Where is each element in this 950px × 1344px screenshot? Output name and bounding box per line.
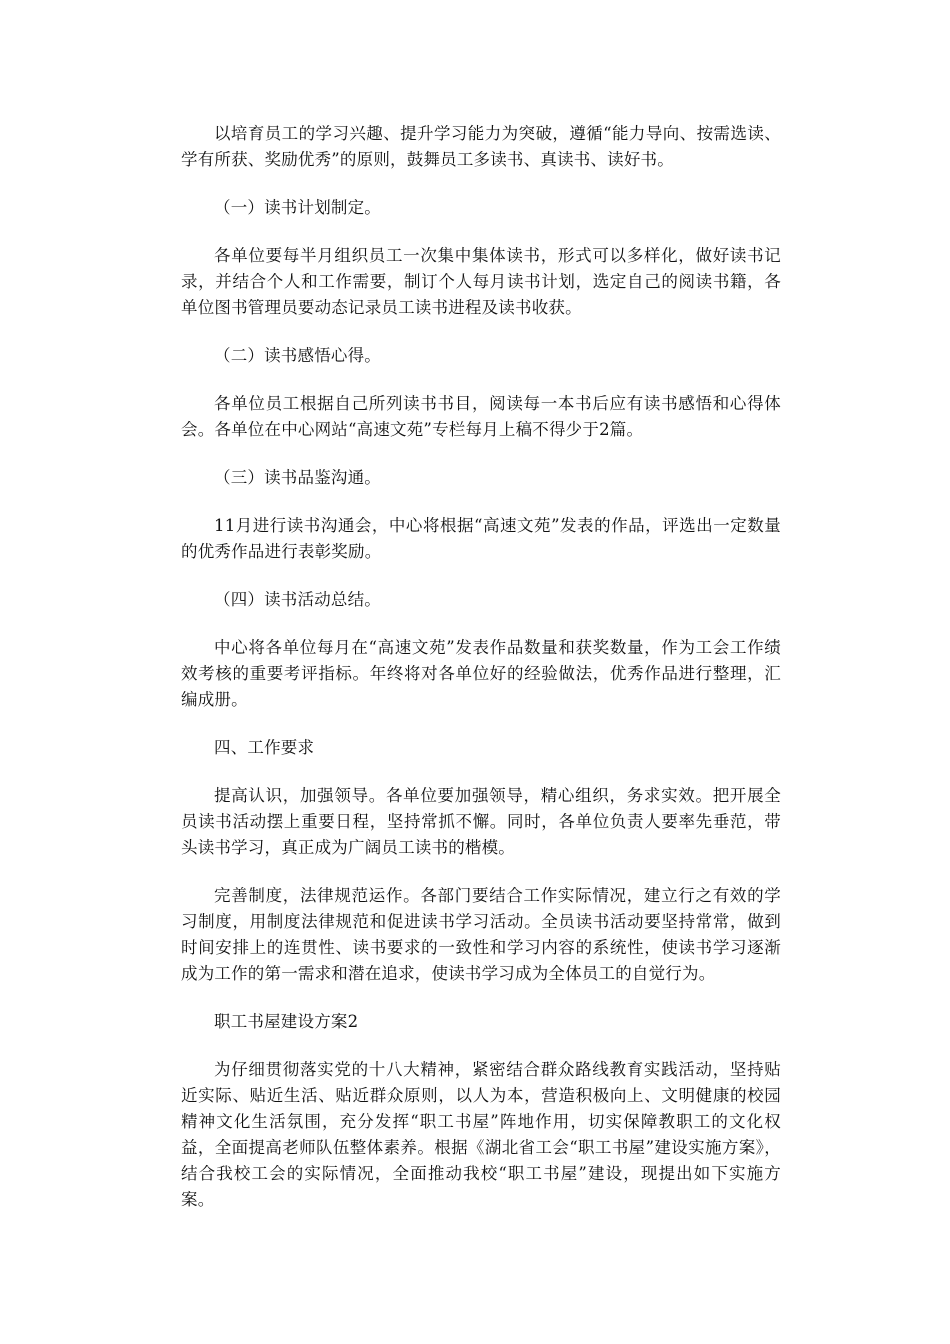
section-heading-requirements: 四、工作要求 <box>214 738 315 757</box>
paragraph-plan-2-intro: 为仔细贯彻落实党的十八大精神，紧密结合群众路线教育实践活动，坚持贴近实际、贴近生活、贴近群众原则，以人为本，营造积极向上、文明健康的校园精神文化生活氛围，充分发挥“职工书屋”阵地作用，切实保障教职工的文化权益，全面提高老师队伍整体素养。根据《湖北省工会“职工书屋”建设实施方案》，结合我校工会的实际情况，全面推动我校“职工书屋”建设，现提出如下实施方案。 <box>181 1060 781 1209</box>
section-heading-review: （三）读书品鉴沟通。 <box>214 468 381 487</box>
paragraph-summary: 中心将各单位每月在“高速文苑”发表作品数量和获奖数量，作为工会工作绩效考核的重要考评指标。年终将对各单位好的经验做法，优秀作品进行整理，汇编成册。 <box>181 638 781 709</box>
paragraph-insight: 各单位员工根据自己所列读书书目，阅读每一本书后应有读书感悟和心得体会。各单位在中心网站“高速文苑”专栏每月上稿不得少于2篇。 <box>181 394 781 439</box>
section-heading-insight: （二）读书感悟心得。 <box>214 346 381 365</box>
section-heading-plan-2: 职工书屋建设方案2 <box>214 1012 359 1031</box>
section-heading-plan: （一）读书计划制定。 <box>214 198 381 217</box>
paragraph-intro: 以培育员工的学习兴趣、提升学习能力为突破，遵循“能力导向、按需选读、学有所获、奖励优秀”的原则，鼓舞员工多读书、真读书、读好书。 <box>181 124 781 169</box>
paragraph-requirements-system: 完善制度，法律规范运作。各部门要结合工作实际情况，建立行之有效的学习制度，用制度法律规范和促进读书学习活动。全员读书活动要坚持常常，做到时间安排上的连贯性、读书要求的一致性和学习内容的系统性，使读书学习逐渐成为工作的第一需求和潜在追求，使读书学习成为全体员工的自觉行为。 <box>181 886 781 983</box>
paragraph-plan: 各单位要每半月组织员工一次集中集体读书，形式可以多样化，做好读书记录，并结合个人和工作需要，制订个人每月读书计划，选定自己的阅读书籍，各单位图书管理员要动态记录员工读书进程及读书收获。 <box>181 246 781 317</box>
paragraph-review: 11月进行读书沟通会，中心将根据“高速文苑”发表的作品，评选出一定数量的优秀作品进行表彰奖励。 <box>181 516 781 561</box>
section-heading-summary: （四）读书活动总结。 <box>214 590 381 609</box>
paragraph-requirements-leadership: 提高认识，加强领导。各单位要加强领导，精心组织，务求实效。把开展全员读书活动摆上重要日程，坚持常抓不懈。同时，各单位负责人要率先垂范，带头读书学习，真正成为广阔员工读书的楷模。 <box>181 786 781 857</box>
document-body <box>181 121 781 1235</box>
